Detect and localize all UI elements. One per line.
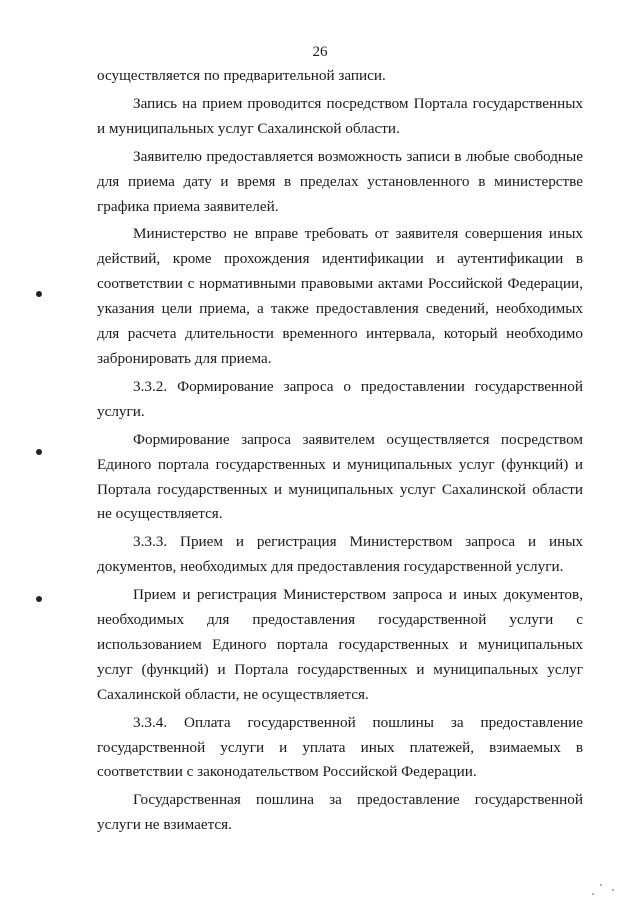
scan-speck xyxy=(600,884,602,886)
paragraph: Министерство не вправе требовать от заявителя совершения иных действий, кроме прохождения идентификации и аутентификации в соответствии с нормативными правовыми актами Российской Федерации, указания цели приема, а также предоставления сведений, необходимых для расчета длительности временного интервала, который необходимо забронировать для приема. xyxy=(97,225,583,367)
paragraph: Прием и регистрация Министерством запроса и иных документов, необходимых для предоставления государственной услуги с использованием Единого портала государственных и муниципальных услуг (функций) и Портала государственных и муниципальных услуг Сахалинской области, не осуществляется. xyxy=(97,586,583,703)
section-heading: 3.3.4. Оплата государственной пошлины за предоставление государственной услуги и уплата иных платежей, взимаемых в соответствии с законодательством Российской Федерации. xyxy=(97,713,583,781)
paragraph: Заявителю предоставляется возможность записи в любые свободные для приема дату и время в пределах установленного в министерстве графика приема заявителей. xyxy=(97,147,583,215)
scan-mark xyxy=(36,596,42,602)
scan-speck xyxy=(612,889,614,891)
section-heading: 3.3.2. Формирование запроса о предоставлении государственной услуги. xyxy=(97,377,583,420)
paragraph: Государственная пошлина за предоставление государственной услуги не взимается. xyxy=(97,791,583,834)
scan-speck xyxy=(592,893,594,895)
paragraph: Формирование запроса заявителем осуществляется посредством Единого портала государственных и муниципальных услуг (функций) и Портала государственных и муниципальных услуг Сахалинской области не осуществляется. xyxy=(97,430,583,523)
paragraph: осуществляется по предварительной записи. xyxy=(97,67,386,84)
section-heading: 3.3.3. Прием и регистрация Министерством запроса и иных документов, необходимых для предоставления государственной услуги. xyxy=(97,533,583,576)
page-number: 26 xyxy=(312,44,328,60)
scan-mark xyxy=(36,449,42,455)
paragraph: Запись на прием проводится посредством Портала государственных и муниципальных услуг Сахалинской области. xyxy=(97,94,583,137)
scan-mark xyxy=(36,291,42,297)
body-text xyxy=(97,64,583,841)
